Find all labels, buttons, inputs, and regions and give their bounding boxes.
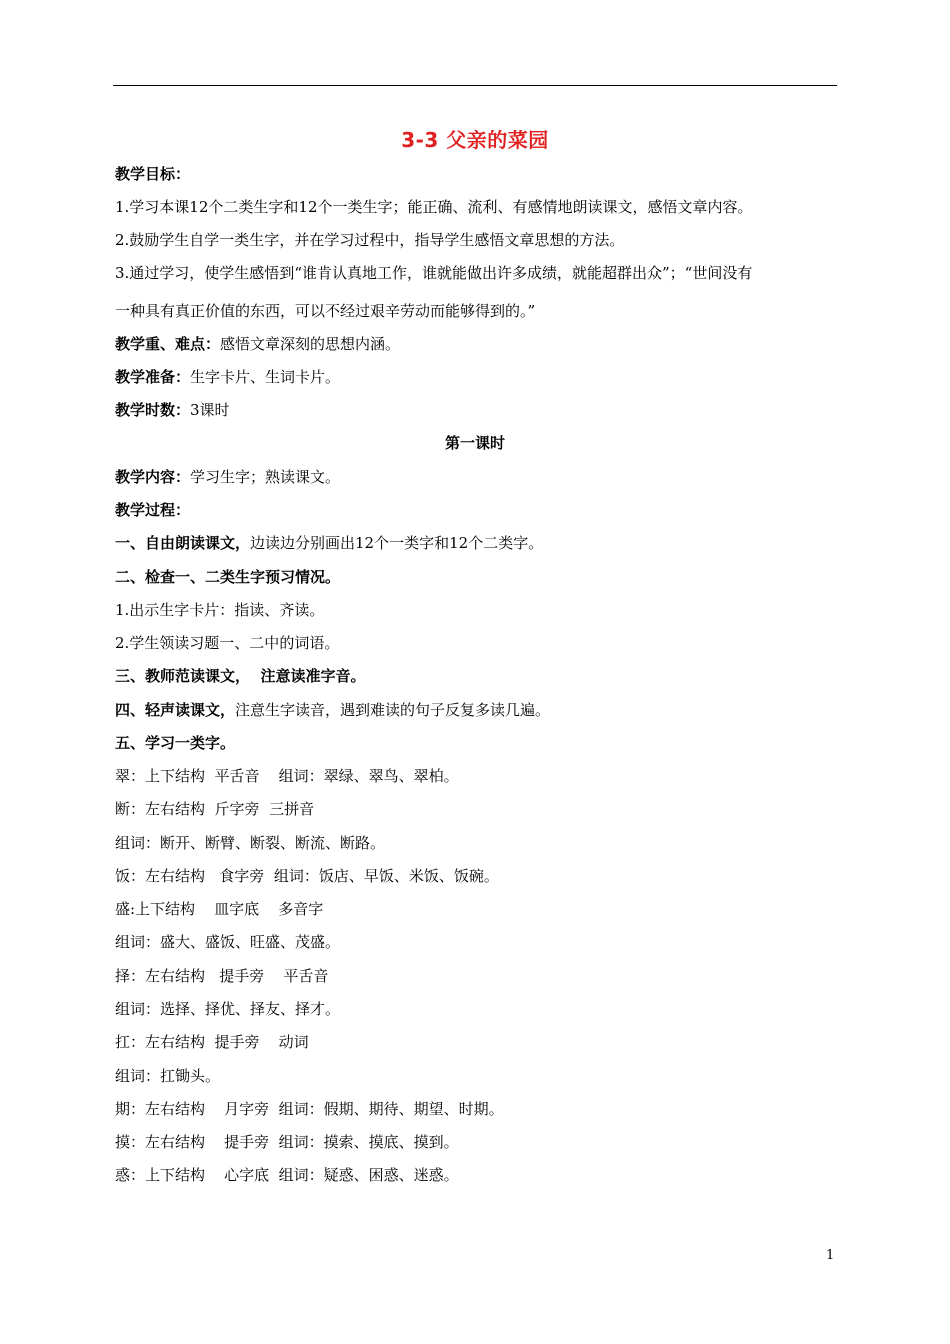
line-step-2-1: 1.出示生字卡片：指读、齐读。 [115,601,325,619]
line-objective-3: 3.通过学习，使学生感悟到“谁肯认真地工作，谁就能做出许多成绩，就能超群出众”；“世间没有 [115,264,753,282]
line-words-kang: 组词：扛锄头。 [115,1067,221,1085]
line-words-ze: 组词：选择、择优、择友、择才。 [115,1000,341,1018]
line-content: 教学内容：学习生字；熟读课文。 [115,468,341,486]
document-title: 3-3 父亲的菜园 [401,128,549,152]
line-objectives-heading: 教学目标： [115,165,191,183]
line-char-cui: 翠：上下结构 平舌音 组词：翠绿、翠鸟、翠柏。 [115,767,459,785]
line-process-heading: 教学过程： [115,501,191,519]
line-char-huo: 惑：上下结构 心字底 组词：疑惑、困惑、迷惑。 [115,1166,459,1184]
line-words-sheng: 组词：盛大、盛饭、旺盛、茂盛。 [115,933,341,951]
line-words-duan: 组词：断开、断臂、断裂、断流、断路。 [115,834,386,852]
line-char-duan: 断：左右结构 斤字旁 三拼音 [115,800,315,818]
line-char-fan: 饭：左右结构 食字旁 组词：饭店、早饭、米饭、饭碗。 [115,867,499,885]
section-heading-first-lesson: 第一课时 [444,434,505,452]
line-char-ze: 择：左右结构 提手旁 平舌音 [115,967,329,985]
line-step-5: 五、学习一类字。 [115,734,236,752]
line-objective-3-cont: 一种具有真正价值的东西，可以不经过艰辛劳动而能够得到的。” [115,302,536,320]
line-step-1: 一、自由朗读课文，边读边分别画出12个一类字和12个二类字。 [115,534,544,552]
line-step-4: 四、轻声读课文，注意生字读音，遇到难读的句子反复多读几遍。 [115,701,551,719]
line-objective-1: 1.学习本课12个二类生字和12个一类生字；能正确、流利、有感情地朗读课文，感悟文章内容。 [115,198,753,216]
line-preparation: 教学准备：生字卡片、生词卡片。 [115,368,341,386]
line-char-sheng: 盛:上下结构 皿字底 多音字 [115,900,324,918]
line-char-mo: 摸：左右结构 提手旁 组词：摸索、摸底、摸到。 [115,1133,459,1151]
line-char-kang: 扛：左右结构 提手旁 动词 [115,1033,309,1051]
line-hours: 教学时数：3课时 [115,401,230,419]
line-step-2: 二、检查一、二类生字预习情况。 [115,568,341,586]
line-step-2-2: 2.学生领读习题一、二中的词语。 [115,634,340,652]
page-number: 1 [826,1248,835,1263]
line-step-3: 三、教师范读课文， 注意读准字音。 [115,667,366,685]
line-char-qi: 期：左右结构 月字旁 组词：假期、期待、期望、时期。 [115,1100,504,1118]
line-key-points: 教学重、难点：感悟文章深刻的思想内涵。 [115,335,401,353]
header-rule [113,85,837,86]
line-objective-2: 2.鼓励学生自学一类生字，并在学习过程中，指导学生感悟文章思想的方法。 [115,231,625,249]
